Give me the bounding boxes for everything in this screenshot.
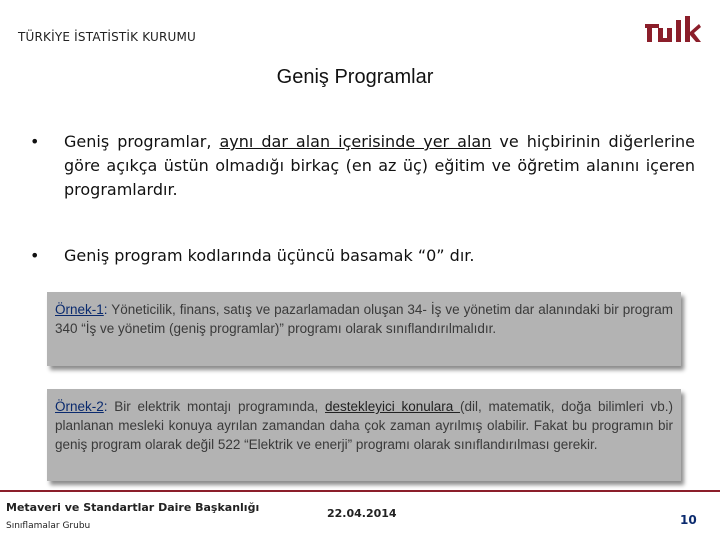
example-1-box — [47, 292, 681, 366]
bullet-dot: • — [30, 132, 40, 151]
bullet-text-part: Geniş programlar, — [64, 132, 220, 151]
bullet-dot: • — [30, 246, 40, 265]
tuik-logo — [645, 14, 701, 44]
example-2-label: Örnek-2 — [55, 399, 104, 414]
example-2-content — [47, 389, 681, 454]
bullet-definition-text — [64, 130, 695, 202]
example-2-underlined: destekleyici konulara — [325, 399, 461, 414]
page-title: Geniş Programlar — [276, 66, 434, 88]
footer-group: Sınıflamalar Grubu — [6, 521, 91, 531]
bullet-code-rule-text: Geniş program kodlarında üçüncü basamak “0” dır. — [64, 246, 475, 265]
underlined-phrase: aynı dar alan içerisinde yer alan — [219, 132, 492, 151]
footer-date: 22.04.2014 — [327, 507, 397, 520]
example-2-box — [47, 389, 681, 481]
footer-divider — [0, 490, 720, 492]
example-2-text: Bir elektrik montajı programında, — [107, 399, 325, 414]
example-1-text: Yöneticilik, finans, satış ve pazarlamadan oluşan 34- İş ve yönetim dar alanındaki bir program 340 “İş ve yönetim (geniş programlar)” programı olarak sınıflandırılmalıdır. — [55, 302, 673, 336]
bullet-text-part: ve hiçbirinin diğerlerine göre açıkça üstün olmadığı birkaç (en az üç) eğitim ve öğretim alanını içeren programlardır. — [64, 132, 695, 199]
example-1-content — [47, 292, 681, 338]
footer-department: Metaveri ve Standartlar Daire Başkanlığı — [6, 501, 260, 514]
example-2-text: (dil, matematik, doğa bilimleri vb.) planlanan mesleki konuya ayrılan zamandan daha çok zaman ayrılmış olabilir. Fakat bu programın bir geniş program olarak değil 522 “Elektrik ve enerji” programı olarak sınıflandırılması gerekir. — [55, 399, 673, 452]
page-number: 10 — [680, 513, 697, 527]
bullet-code-rule — [30, 244, 695, 268]
bullet-definition — [30, 130, 695, 202]
example-1-label: Örnek-1 — [55, 302, 104, 317]
organization-name: TÜRKİYE İSTATİSTİK KURUMU — [18, 30, 197, 44]
example-2-colon: : — [103, 399, 108, 414]
example-1-colon: : — [103, 302, 108, 317]
